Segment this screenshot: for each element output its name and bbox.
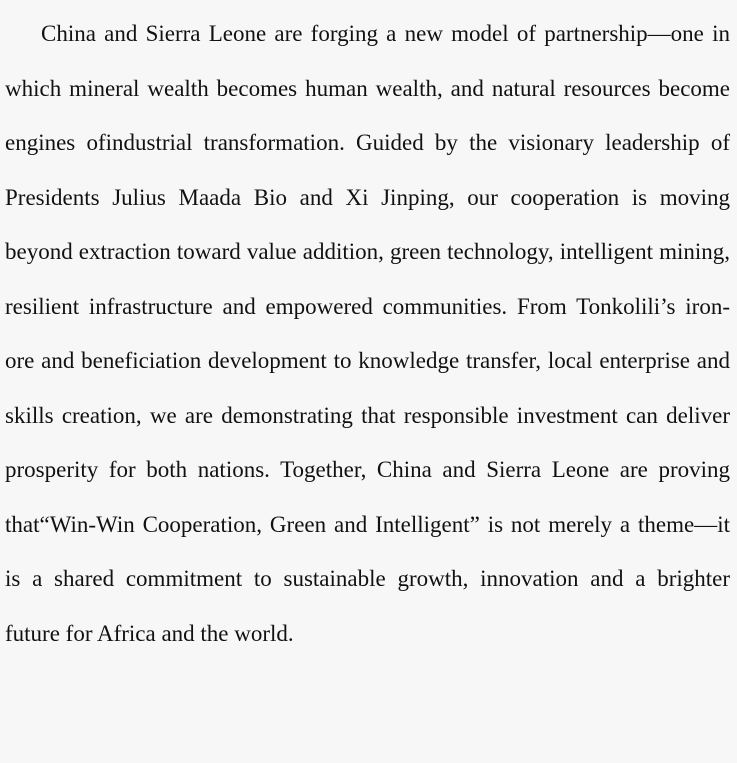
body-paragraph: China and Sierra Leone are forging a new model of partnership—one in which mineral wealth becomes human wealth, and natural resources become engines ofindustrial transformation. Guided by the visionary leadership of Presidents Julius Maada Bio and Xi Jinping, our cooperation is moving beyond extraction toward value addition, green technology, intelligent mining, resilient infrastructure and empowered communities. From Tonkolili’s iron-ore and beneficiation development to knowledge transfer, local enterprise and skills creation, we are demonstrating that responsible investment can deliver prosperity for both nations. Together, China and Sierra Leone are proving that“Win-Win Cooperation, Green and Intelligent” is not merely a theme—it is a shared commitment to sustainable growth, innovation and a brighter future for Africa and the world.: [5, 21, 730, 646]
